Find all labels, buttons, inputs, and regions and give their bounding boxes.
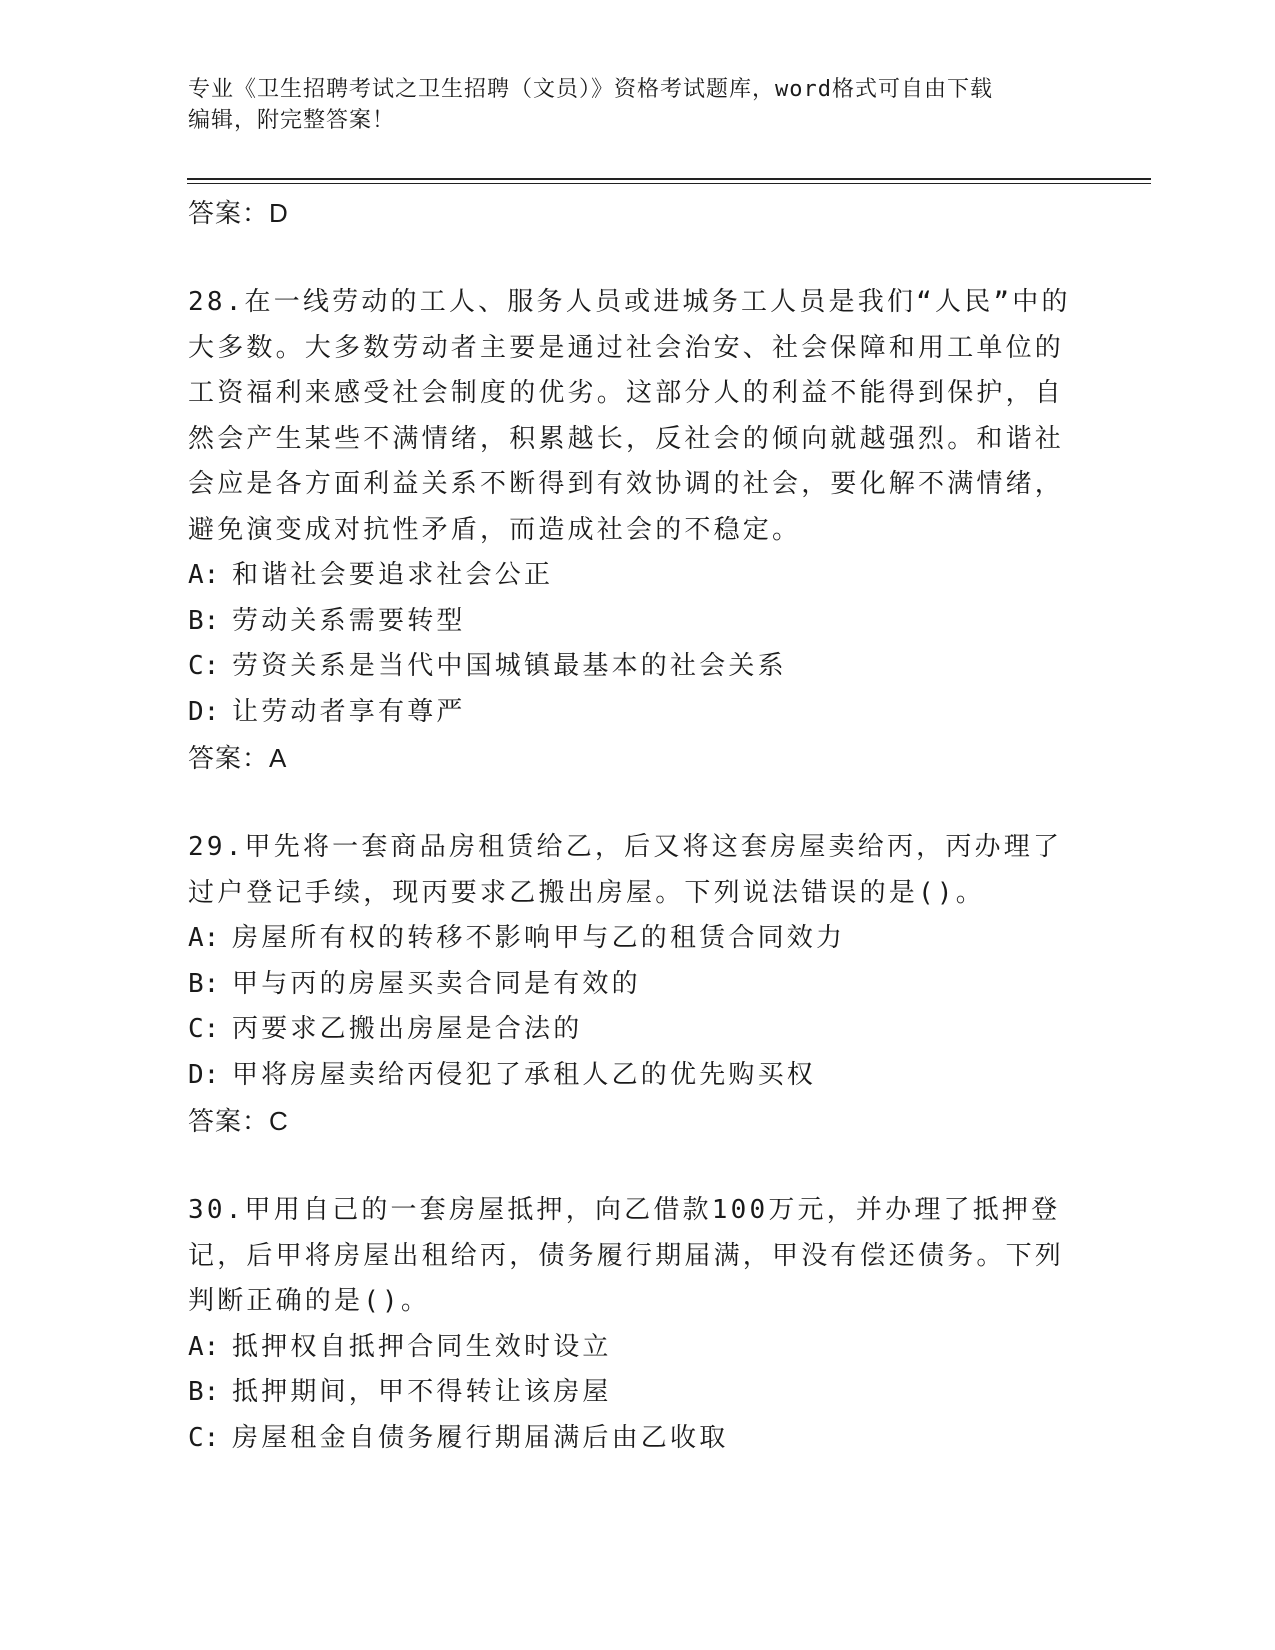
option-text: 丙要求乙搬出房屋是合法的: [232, 1014, 583, 1044]
option-text: 房屋租金自债务履行期届满后由乙收取: [232, 1422, 729, 1453]
spacer: [188, 236, 1088, 280]
option-a: [188, 916, 1088, 962]
header-rule-thin: [187, 183, 1151, 184]
question-text: 29.甲先将一套商品房租赁给乙，后又将这套房屋卖给丙，丙办理了过户登记手续，现丙要求乙搬出房屋。下列说法错误的是()。: [188, 832, 1063, 908]
option-a: [188, 1325, 1088, 1371]
previous-answer: 答案：D: [188, 198, 289, 228]
option-d: [188, 690, 1088, 736]
option-letter: A:: [188, 560, 220, 590]
option-text: 甲与丙的房屋买卖合同是有效的: [232, 968, 641, 999]
question-29: [188, 825, 1088, 1144]
option-b: [188, 1370, 1088, 1416]
question-list: [188, 190, 1088, 1461]
option-letter: B:: [188, 968, 220, 999]
option-c: [188, 1416, 1088, 1462]
option-letter: D:: [188, 696, 220, 727]
question-28: [188, 280, 1088, 781]
option-letter: C:: [188, 1014, 220, 1044]
option-b: [188, 962, 1088, 1008]
option-text: 让劳动者享有尊严: [232, 696, 466, 727]
option-text: 房屋所有权的转移不影响甲与乙的租赁合同效力: [232, 923, 846, 953]
question-text: 28.在一线劳动的工人、服务人员或进城务工人员是我们“人民”中的大多数。大多数劳动者主要是通过社会治安、社会保障和用工单位的工资福利来感受社会制度的优劣。这部分人的利益不能得到保护，自然会产生某些不满情绪，积累越长，反社会的倾向就越强烈。和谐社会应是各方面利益关系不断得到有效协调的社会，要化解不满情绪，避免演变成对抗性矛盾，而造成社会的不稳定。: [188, 287, 1071, 545]
question-text: 30.甲用自己的一套房屋抵押，向乙借款100万元，并办理了抵押登记，后甲将房屋出租给丙，债务履行期届满，甲没有偿还债务。下列判断正确的是()。: [188, 1195, 1065, 1316]
option-b: [188, 599, 1088, 645]
option-letter: C:: [188, 651, 220, 681]
option-letter: D:: [188, 1059, 220, 1090]
header-line-1: 专业《卫生招聘考试之卫生招聘（文员）》资格考试题库，word格式可自由下载: [188, 77, 993, 102]
option-c: [188, 644, 1088, 690]
option-letter: A:: [188, 923, 220, 953]
answer-line: 答案：C: [188, 1106, 289, 1136]
header-line-2: 编辑，附完整答案！: [188, 108, 396, 133]
option-text: 劳资关系是当代中国城镇最基本的社会关系: [232, 651, 787, 681]
question-30: [188, 1188, 1088, 1461]
option-text: 劳动关系需要转型: [232, 605, 466, 636]
option-letter: B:: [188, 605, 220, 636]
option-text: 和谐社会要追求社会公正: [232, 560, 554, 590]
document-header: [188, 74, 1068, 136]
header-rule-thick: [187, 178, 1151, 180]
option-a: [188, 553, 1088, 599]
spacer: [188, 781, 1088, 825]
option-c: [188, 1007, 1088, 1053]
option-text: 抵押期间，甲不得转让该房屋: [232, 1377, 612, 1407]
option-text: 抵押权自抵押合同生效时设立: [232, 1331, 612, 1362]
option-d: [188, 1053, 1088, 1099]
option-letter: A:: [188, 1331, 220, 1362]
option-text: 甲将房屋卖给丙侵犯了承租人乙的优先购买权: [232, 1059, 817, 1090]
option-letter: B:: [188, 1377, 220, 1407]
option-letter: C:: [188, 1422, 220, 1453]
answer-line: 答案：A: [188, 743, 288, 773]
spacer: [188, 1144, 1088, 1188]
